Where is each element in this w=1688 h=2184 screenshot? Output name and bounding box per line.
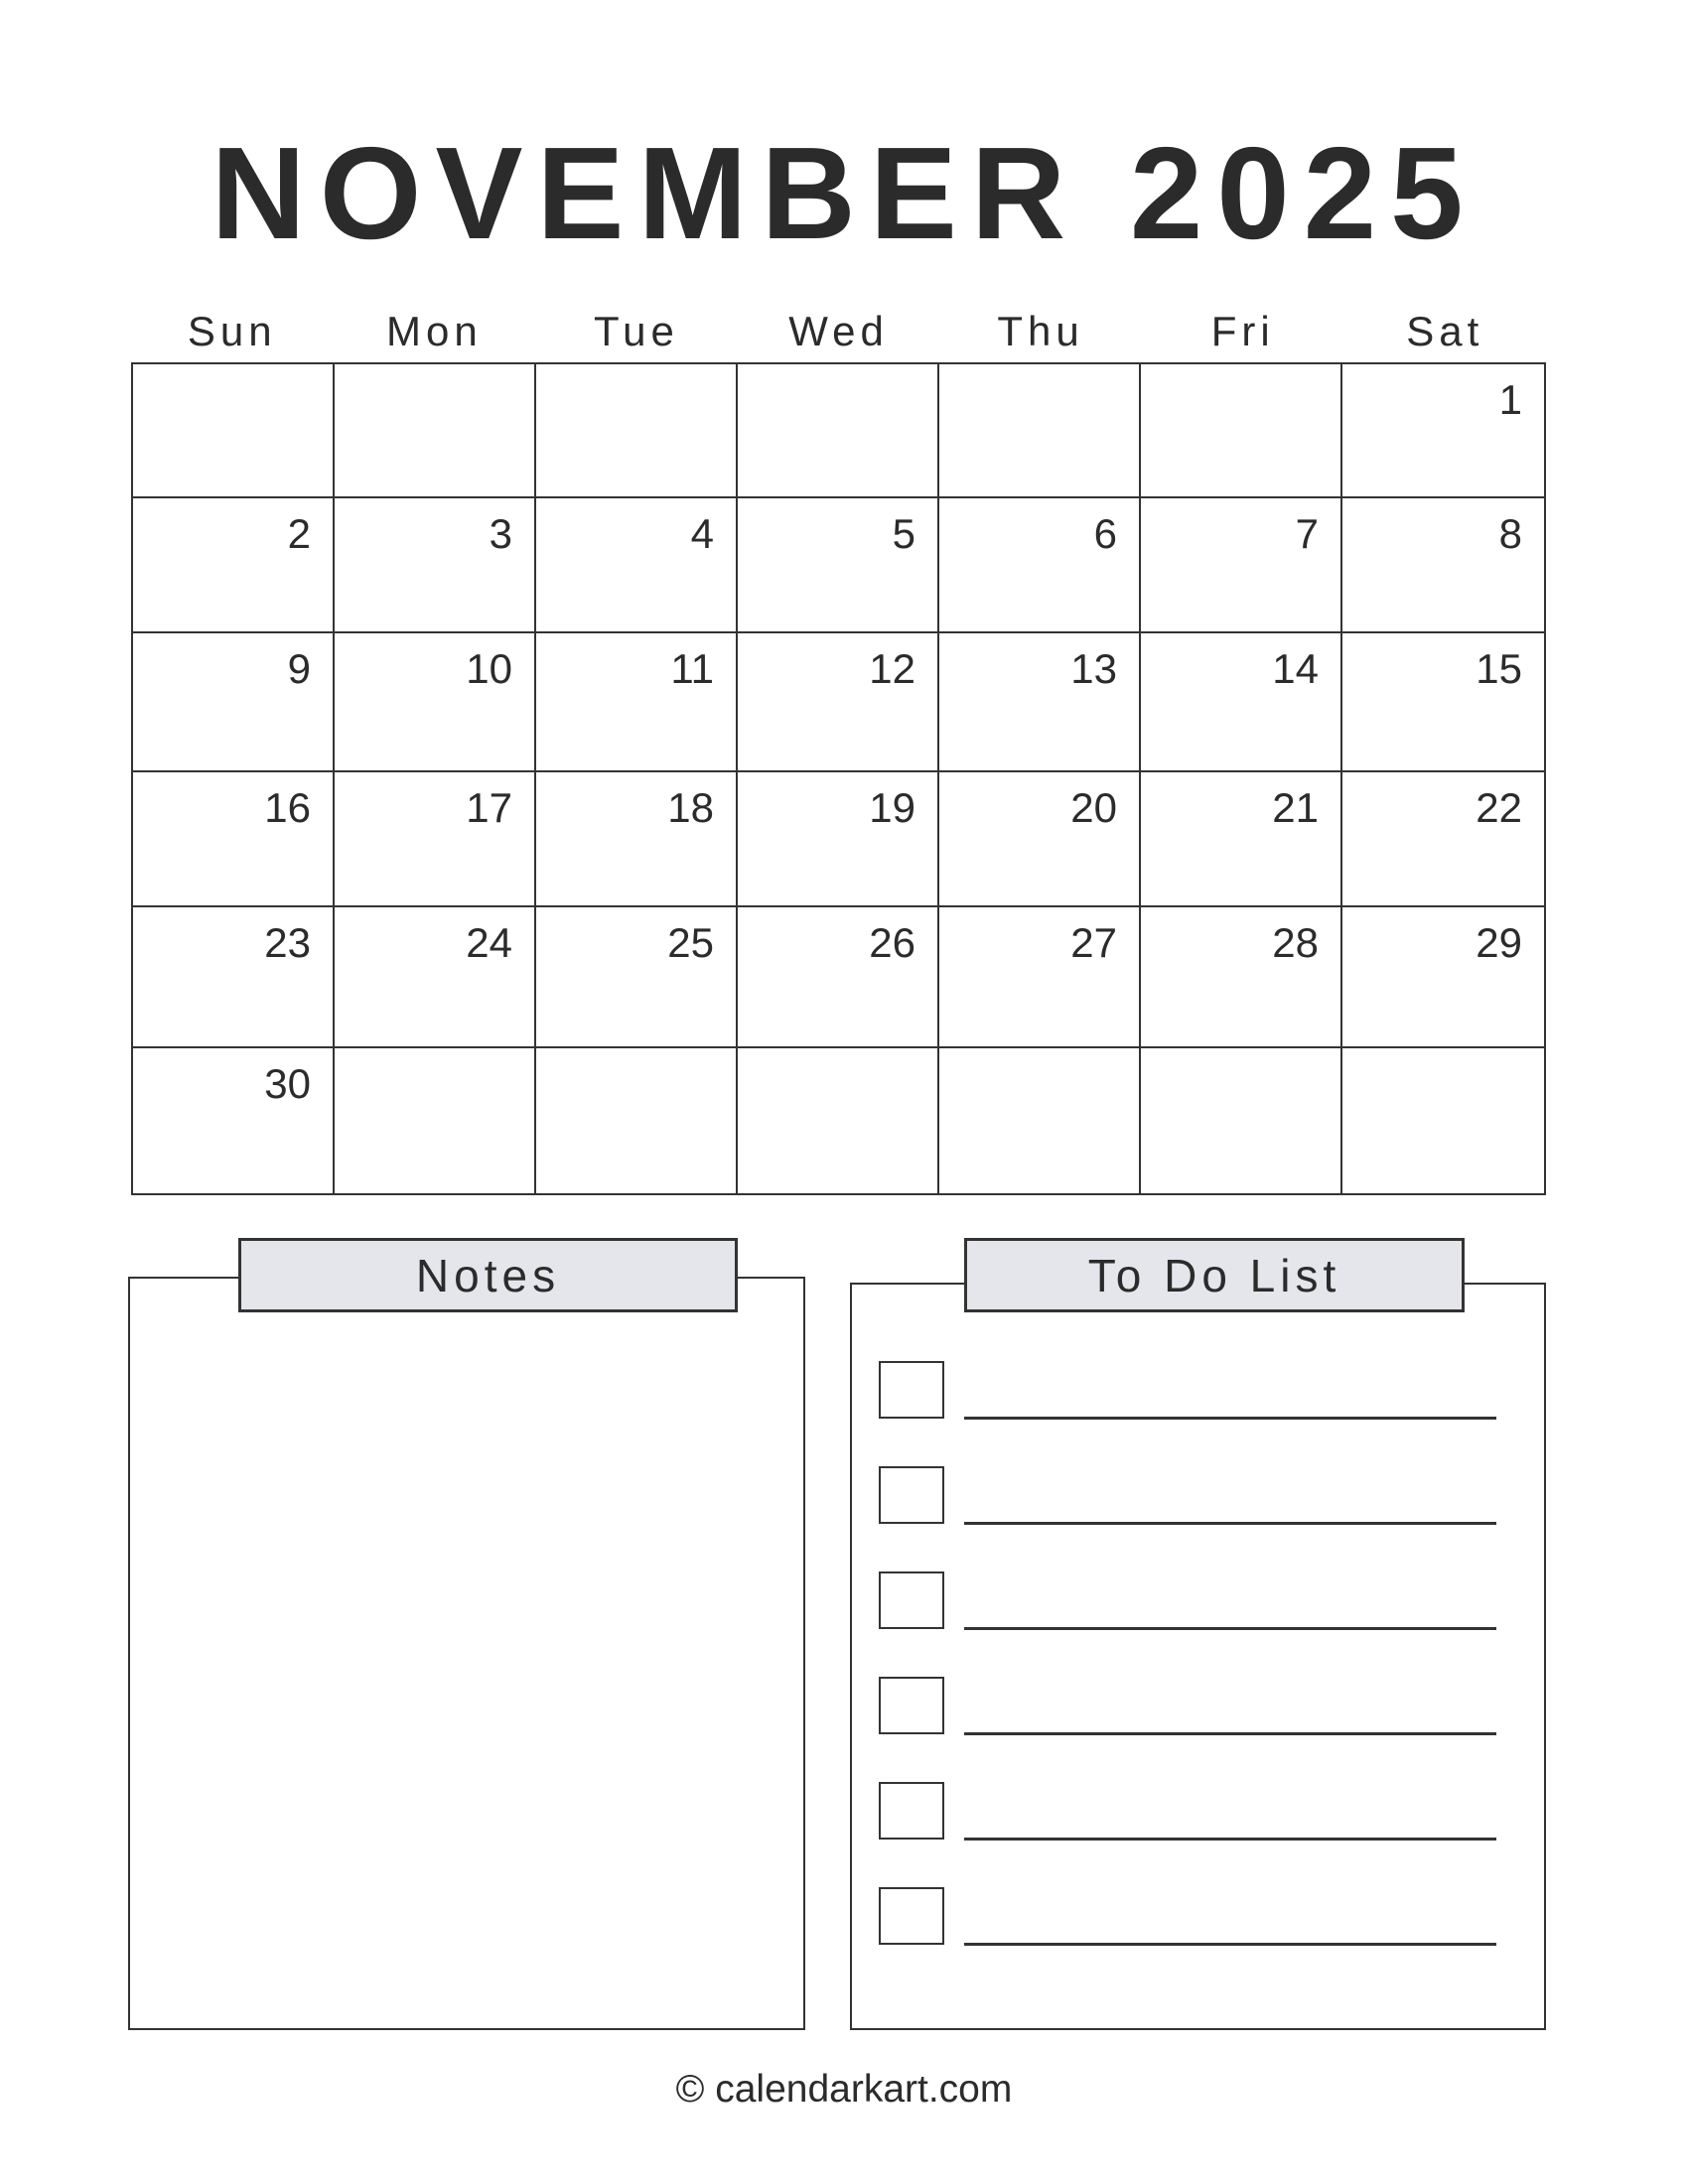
footer [0,2068,1688,2112]
day-number: 17 [466,784,512,831]
day-cell[interactable] [939,772,1141,907]
day-number: 19 [869,784,915,831]
day-number: 21 [1272,784,1319,831]
notes-box [128,1277,805,2030]
todo-line[interactable] [964,1522,1496,1525]
day-cell[interactable] [536,364,738,498]
todo-checkbox[interactable] [879,1361,944,1419]
day-cell[interactable] [335,633,536,772]
todo-tab: To Do List [964,1238,1465,1312]
day-cell[interactable] [133,498,335,633]
day-cell[interactable] [536,633,738,772]
day-number: 15 [1476,645,1522,692]
weekday-label: Tue [594,308,679,354]
day-number: 14 [1272,645,1319,692]
day-cell[interactable] [738,1048,939,1193]
day-cell[interactable] [738,907,939,1048]
day-cell[interactable] [1141,364,1342,498]
weekday-header [131,308,1546,355]
day-number: 6 [1093,510,1117,557]
todo-checkbox[interactable] [879,1571,944,1629]
day-number: 11 [670,645,714,692]
day-cell[interactable] [939,1048,1141,1193]
day-cell[interactable] [536,772,738,907]
day-cell[interactable] [1342,498,1544,633]
day-number: 5 [892,510,915,557]
day-cell[interactable] [1342,633,1544,772]
day-cell[interactable] [133,907,335,1048]
todo-checkbox[interactable] [879,1466,944,1524]
day-number: 25 [667,919,714,966]
todo-line[interactable] [964,1732,1496,1735]
day-cell[interactable] [738,364,939,498]
day-number: 24 [466,919,512,966]
day-cell[interactable] [133,633,335,772]
day-cell[interactable] [738,772,939,907]
day-number: 12 [869,645,915,692]
day-cell[interactable] [939,364,1141,498]
day-number: 20 [1070,784,1117,831]
weekday-label: Sun [187,308,277,354]
calendar-grid [131,362,1546,1195]
page-title: NOVEMBER 2025 [211,120,1477,266]
day-cell[interactable] [133,1048,335,1193]
weekday-label: Wed [788,308,889,354]
day-number: 27 [1070,919,1117,966]
todo-checkbox[interactable] [879,1782,944,1840]
day-number: 10 [466,645,512,692]
day-number: 28 [1272,919,1319,966]
weekday-label: Mon [386,308,483,354]
day-cell[interactable] [536,498,738,633]
day-cell[interactable] [335,772,536,907]
day-number: 22 [1476,784,1522,831]
day-number: 7 [1295,510,1319,557]
day-number: 30 [264,1060,311,1107]
day-number: 18 [667,784,714,831]
day-cell[interactable] [536,907,738,1048]
day-cell[interactable] [1342,907,1544,1048]
day-number: 16 [264,784,311,831]
day-number: 2 [287,510,311,557]
day-number: 29 [1476,919,1522,966]
day-number: 26 [869,919,915,966]
day-number: 3 [489,510,512,557]
day-cell[interactable] [133,772,335,907]
day-cell[interactable] [1141,1048,1342,1193]
footer-text: calendarkart.com [715,2068,1013,2111]
copyright-icon: © [675,2068,705,2111]
todo-line[interactable] [964,1943,1496,1946]
todo-box [850,1283,1546,2030]
day-cell[interactable] [335,1048,536,1193]
todo-line[interactable] [964,1417,1496,1420]
day-cell[interactable] [133,364,335,498]
todo-line[interactable] [964,1838,1496,1841]
day-number: 4 [690,510,714,557]
day-cell[interactable] [939,633,1141,772]
day-cell[interactable] [738,498,939,633]
day-number: 13 [1070,645,1117,692]
day-cell[interactable] [1141,772,1342,907]
day-cell[interactable] [1141,907,1342,1048]
todo-line[interactable] [964,1627,1496,1630]
notes-tab: Notes [238,1238,738,1312]
weekday-label: Thu [997,308,1084,354]
weekday-label: Fri [1210,308,1275,354]
todo-checkbox[interactable] [879,1887,944,1945]
day-cell[interactable] [738,633,939,772]
day-cell[interactable] [939,498,1141,633]
day-number: 9 [287,645,311,692]
todo-checkbox[interactable] [879,1677,944,1734]
day-cell[interactable] [1141,498,1342,633]
day-cell[interactable] [335,907,536,1048]
day-cell[interactable] [1342,364,1544,498]
day-cell[interactable] [1342,1048,1544,1193]
day-cell[interactable] [1342,772,1544,907]
day-cell[interactable] [939,907,1141,1048]
weekday-label: Sat [1406,308,1484,354]
day-number: 1 [1498,376,1522,423]
day-cell[interactable] [536,1048,738,1193]
day-number: 23 [264,919,311,966]
day-cell[interactable] [335,364,536,498]
day-cell[interactable] [335,498,536,633]
day-number: 8 [1498,510,1522,557]
day-cell[interactable] [1141,633,1342,772]
